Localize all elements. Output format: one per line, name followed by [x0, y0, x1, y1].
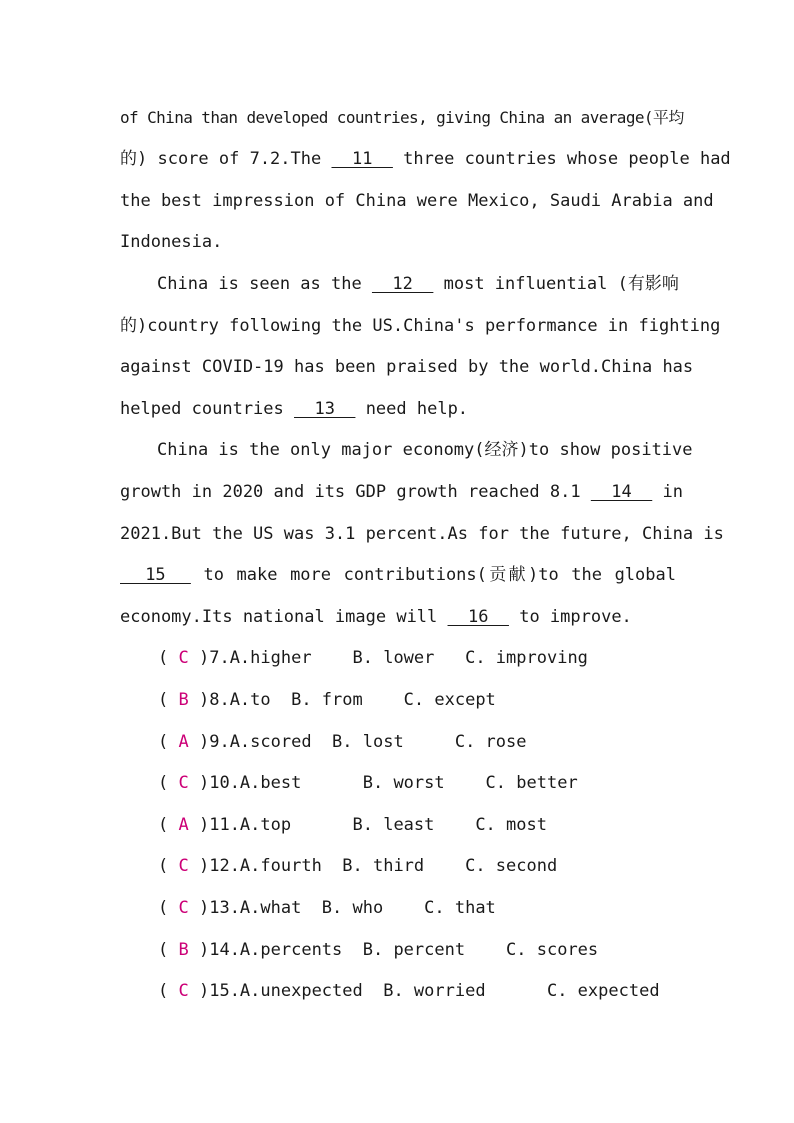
answer-letter: B [178, 690, 189, 710]
passage-line [157, 438, 693, 462]
passage-line [120, 314, 721, 338]
passage-text: helped countries [120, 399, 284, 419]
passage-text: Indonesia. [120, 232, 223, 252]
question-options: )8.A.to B. from C. except [198, 690, 496, 710]
question-9: ( A )9.A.scored B. lost C. rose [158, 732, 527, 752]
passage-text: the best impression of China were Mexico, Saudi Arabia and [120, 191, 714, 211]
answer-letter: C [178, 648, 189, 668]
passage-text: to improve. [519, 607, 632, 627]
passage-text: China is seen as the [157, 274, 362, 294]
question-14: ( B )14.A.percents B. percent C. scores [158, 940, 599, 960]
answer-letter: C [178, 981, 189, 1001]
passage-text: to make more contributions(贡献)to the global [203, 565, 676, 585]
passage-text: most influential (有影响 [443, 274, 679, 294]
question-7: ( C )7.A.higher B. lower C. improving [158, 648, 588, 668]
passage-line [157, 272, 679, 296]
question-options: )9.A.scored B. lost C. rose [198, 732, 527, 752]
passage-text: 2021.But the US was 3.1 percent.As for the future, China is [120, 524, 724, 544]
question-8: ( B )8.A.to B. from C. except [158, 690, 496, 710]
passage-line [120, 397, 676, 421]
question-options: )7.A.higher B. lower C. improving [198, 648, 588, 668]
passage-text: in [662, 482, 683, 502]
passage-line [120, 106, 684, 130]
answer-letter: A [178, 815, 189, 835]
question-11: ( A )11.A.top B. least C. most [158, 815, 547, 835]
question-options: )10.A.best B. worst C. better [198, 773, 578, 793]
blank-11: 11 [331, 149, 393, 169]
passage-line [120, 563, 676, 587]
passage-line [120, 230, 676, 254]
passage-text: three countries whose people had [403, 149, 731, 169]
passage-line [120, 189, 714, 213]
passage-text: China is the only major economy(经济)to show positive [157, 440, 693, 460]
passage-text: need help. [365, 399, 469, 419]
passage-text: 的) score of 7.2.The [120, 149, 322, 169]
passage-line [120, 147, 731, 171]
passage-line [120, 605, 676, 629]
question-options: )14.A.percents B. percent C. scores [198, 940, 599, 960]
answer-letter: C [178, 773, 189, 793]
blank-14: 14 [590, 482, 653, 502]
blank-16: 16 [447, 607, 509, 627]
question-options: )15.A.unexpected B. worried C. expected [198, 981, 660, 1001]
question-options: )11.A.top B. least C. most [198, 815, 547, 835]
passage-line [120, 522, 724, 546]
passage-text: economy.Its national image will [120, 607, 438, 627]
question-options: )13.A.what B. who C. that [198, 898, 496, 918]
question-10: ( C )10.A.best B. worst C. better [158, 773, 578, 793]
passage-line [120, 480, 683, 504]
answer-letter: B [178, 940, 189, 960]
blank-12: 12 [371, 274, 434, 294]
passage-text: of China than developed countries, giving China an average(平均 [120, 108, 684, 127]
blank-13: 13 [294, 399, 356, 419]
passage-text: growth in 2020 and its GDP growth reached 8.1 [120, 482, 581, 502]
question-options: )12.A.fourth B. third C. second [198, 856, 558, 876]
passage-line [120, 355, 694, 379]
answer-letter: A [178, 732, 189, 752]
question-13: ( C )13.A.what B. who C. that [158, 898, 496, 918]
answer-letter: C [178, 898, 189, 918]
answer-letter: C [178, 856, 189, 876]
question-15: ( C )15.A.unexpected B. worried C. expected [158, 981, 660, 1001]
question-12: ( C )12.A.fourth B. third C. second [158, 856, 558, 876]
passage-text: 的)country following the US.China's performance in fighting [120, 316, 721, 336]
passage-text: against COVID-19 has been praised by the world.China has [120, 357, 694, 377]
blank-15: 15 [120, 565, 191, 585]
